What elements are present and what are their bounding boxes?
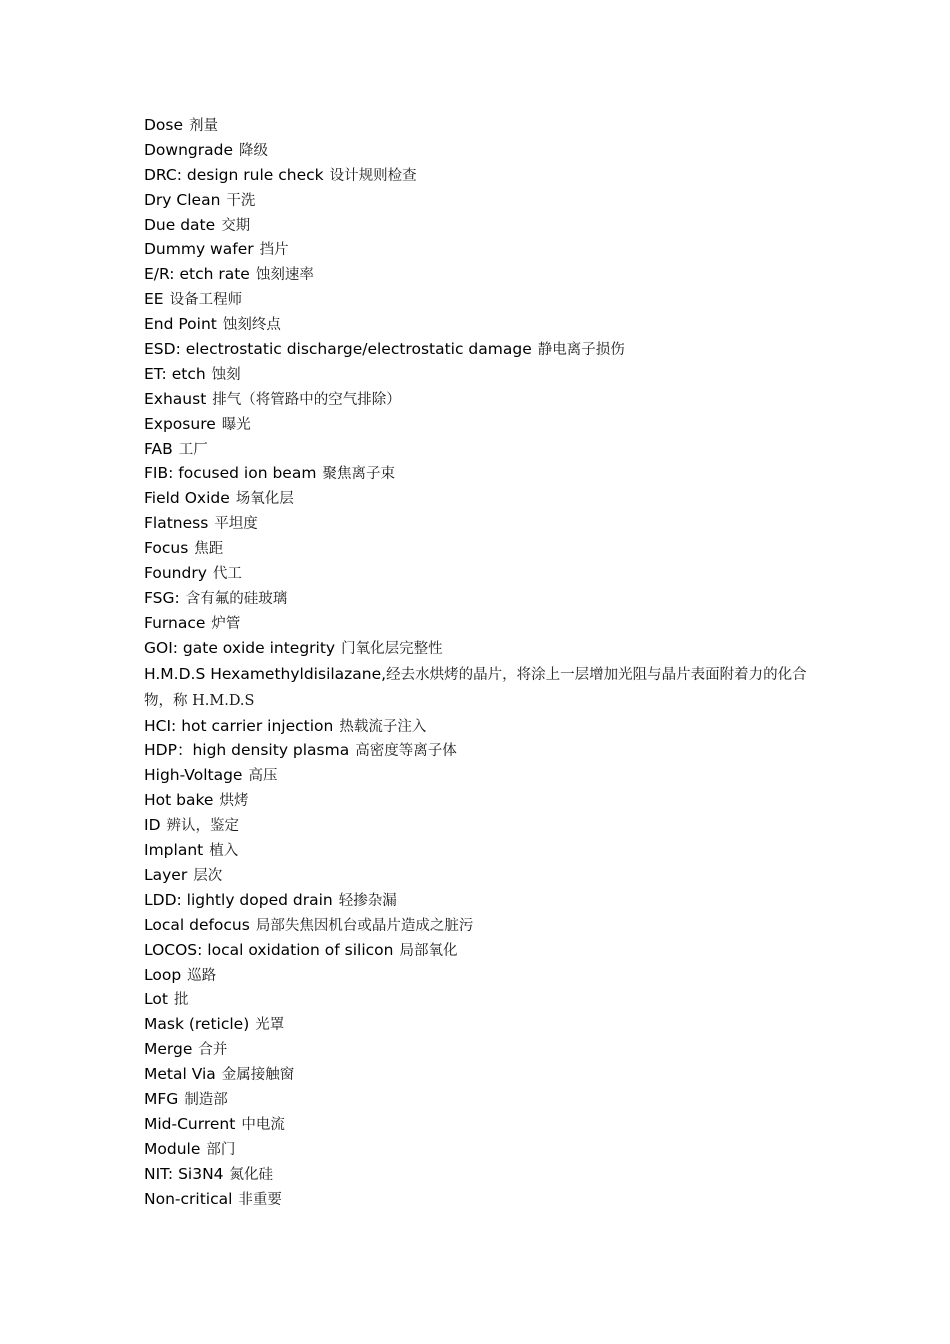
glossary-term: Module [144,1139,201,1158]
glossary-translation: 蚀刻终点 [222,317,281,334]
glossary-entry [144,237,824,262]
glossary-translation: 设备工程师 [169,292,243,309]
glossary-term: HCI: hot carrier injection [144,716,334,735]
glossary-term: Hot bake [144,791,214,810]
glossary-translation: 光罩 [255,1017,285,1034]
glossary-translation: 降级 [239,142,269,159]
glossary-translation: 聚焦离子束 [322,466,395,483]
glossary-term: Focus [144,539,189,558]
glossary-translation: 轻掺杂漏 [338,892,397,909]
glossary-entry [144,1062,824,1087]
glossary-translation: 氮化硅 [229,1166,274,1183]
glossary-term: Dry Clean [144,190,221,209]
glossary-entry [144,714,824,739]
glossary-term: DRC: design rule check [144,165,324,184]
glossary-entry [144,1112,824,1137]
glossary-term: Loop [144,965,182,984]
glossary-term: MFG [144,1089,179,1108]
glossary-translation: 剂量 [189,118,219,134]
glossary-term: LDD: lightly doped drain [144,890,333,909]
glossary-term: Foundry [144,564,207,583]
glossary-term: Implant [144,841,204,860]
glossary-entry [144,561,824,586]
glossary-translation: 设计规则检查 [329,167,417,184]
glossary-translation: 高密度等离子体 [355,743,457,760]
glossary-translation: 蚀刻速率 [255,267,314,284]
glossary-entry [144,1012,824,1037]
glossary-translation: 制造部 [184,1091,228,1108]
glossary-entry [144,838,824,863]
glossary-translation: 炉管 [211,615,241,632]
glossary-entry [144,486,824,511]
glossary-translation: 合并 [198,1042,228,1059]
glossary-entry [144,188,824,213]
glossary-term: Mask (reticle) [144,1015,250,1034]
glossary-entry [144,113,824,138]
glossary-translation: 静电离子损伤 [537,342,625,359]
glossary-entry [144,213,824,238]
glossary-entry [144,1037,824,1062]
glossary-translation: 热载流子注入 [339,718,427,735]
glossary-term: Lot [144,990,168,1009]
glossary-term: Downgrade [144,140,234,159]
glossary-translation: 蚀刻 [211,366,241,383]
glossary-term: Furnace [144,613,206,632]
glossary-translation: 挡片 [259,242,289,259]
glossary-term: High-Voltage [144,766,243,785]
glossary-translation: 经去水烘烤的晶片，将涂上一层增加光阻与晶片表面附着力的化合物，称 H.M.D.S [144,666,807,709]
glossary-entry [144,536,824,561]
glossary-translation: 中电流 [241,1116,285,1133]
glossary-term: ID [144,816,161,835]
glossary-translation: 交期 [221,217,251,234]
glossary-entry [144,661,824,714]
glossary-translation: 代工 [212,566,242,583]
glossary-translation: 局部失焦因机台或晶片造成之脏污 [255,917,474,934]
glossary-translation: 工厂 [178,441,208,458]
glossary-term: Field Oxide [144,489,230,508]
glossary-translation: 非重要 [238,1191,282,1208]
glossary-entry [144,412,824,437]
glossary-term: Layer [144,865,188,884]
glossary-term: Dummy wafer [144,240,254,259]
glossary-entry [144,387,824,412]
glossary-translation: 批 [173,992,189,1009]
glossary-term: ET: etch [144,364,206,383]
glossary-term: ESD: electrostatic discharge/electrostatic damage [144,340,532,359]
glossary-translation: 平坦度 [214,516,258,533]
glossary-term: Merge [144,1040,193,1059]
glossary-entry [144,636,824,661]
glossary-entry [144,1162,824,1187]
glossary-translation: 植入 [209,843,239,860]
glossary-entry [144,888,824,913]
glossary-term: LOCOS: local oxidation of silicon [144,940,394,959]
glossary-translation: 部门 [206,1141,236,1158]
glossary-term: E/R: etch rate [144,265,250,284]
glossary-entry [144,262,824,287]
glossary-entry [144,863,824,888]
glossary-translation: 干洗 [226,192,256,209]
glossary-entry [144,738,824,763]
glossary-term: Mid-Current [144,1114,236,1133]
glossary-translation: 烘烤 [219,793,249,810]
glossary-entry [144,1137,824,1162]
glossary-translation: 含有氟的硅玻璃 [185,590,288,607]
glossary-entry [144,287,824,312]
glossary-term: Due date [144,215,216,234]
glossary-translation: 辨认，鉴定 [166,818,240,835]
glossary-term: FIB: focused ion beam [144,464,317,483]
glossary-entry [144,163,824,188]
glossary-entry [144,138,824,163]
glossary-translation: 高压 [248,768,278,785]
glossary-translation: 曝光 [221,416,251,433]
glossary-term: End Point [144,315,217,334]
glossary-entry [144,362,824,387]
glossary-entry [144,763,824,788]
glossary-term: Exhaust [144,389,207,408]
glossary-entry [144,963,824,988]
glossary-list [144,113,824,1211]
glossary-translation: 排气（将管路中的空气排除） [212,391,401,408]
glossary-term: H.M.D.S Hexamethyldisilazane, [144,664,387,683]
glossary-entry [144,1087,824,1112]
glossary-term: Non-critical [144,1189,233,1208]
glossary-translation: 焦距 [194,541,224,558]
glossary-entry [144,611,824,636]
glossary-entry [144,938,824,963]
glossary-translation: 层次 [193,867,223,884]
glossary-term: Metal Via [144,1065,216,1084]
glossary-term: FAB [144,439,173,458]
glossary-term: Dose [144,116,184,134]
glossary-entry [144,461,824,486]
glossary-term: Exposure [144,414,216,433]
glossary-translation: 金属接触窗 [221,1067,295,1084]
glossary-term: HDP：high density plasma [144,741,350,760]
glossary-term: FSG: [144,588,180,607]
glossary-entry [144,312,824,337]
glossary-term: GOI: gate oxide integrity [144,638,336,657]
glossary-translation: 局部氧化 [399,942,458,959]
glossary-entry [144,1187,824,1212]
glossary-term: NIT: Si3N4 [144,1164,224,1183]
glossary-entry [144,913,824,938]
glossary-entry [144,813,824,838]
glossary-entry [144,337,824,362]
glossary-term: EE [144,290,164,309]
glossary-entry [144,987,824,1012]
glossary-entry [144,511,824,536]
glossary-entry [144,437,824,462]
glossary-translation: 巡路 [187,967,217,984]
glossary-translation: 场氧化层 [235,491,294,508]
glossary-entry [144,586,824,611]
glossary-translation: 门氧化层完整性 [341,640,443,657]
glossary-entry [144,788,824,813]
glossary-term: Local defocus [144,915,250,934]
glossary-term: Flatness [144,514,209,533]
